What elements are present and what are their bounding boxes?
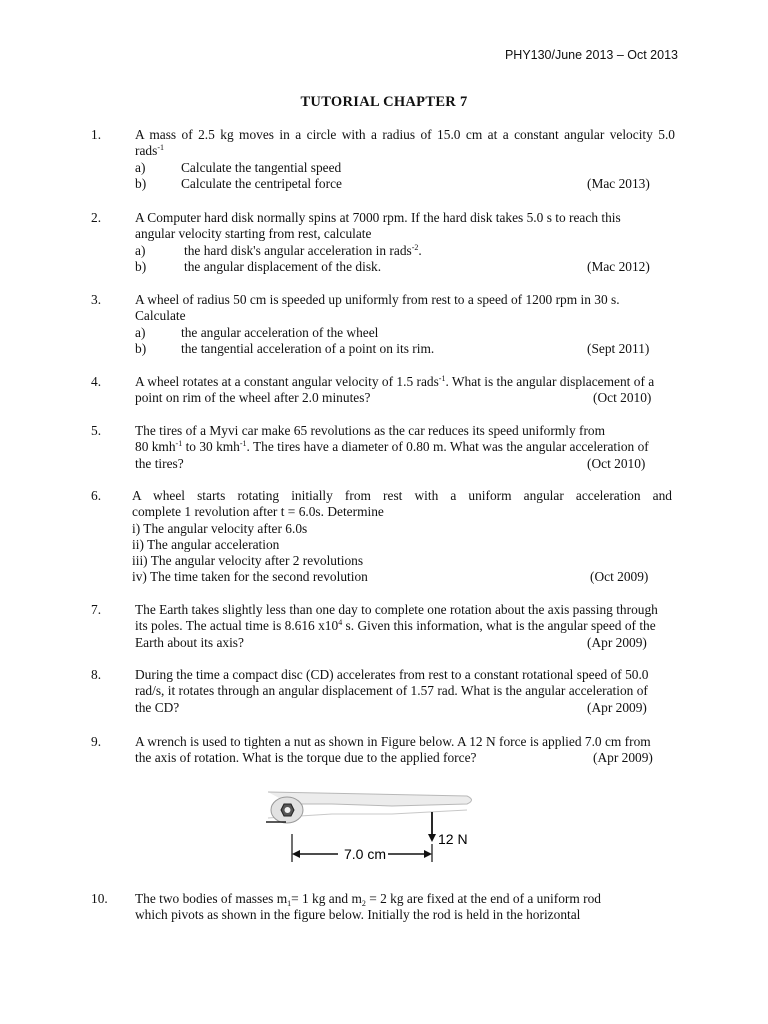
question-number: 2.	[91, 210, 102, 225]
question-text: i) The angular velocity after 6.0s	[132, 520, 308, 536]
question-part: b) the tangential acceleration of a point on its rim. (Sept 2011)	[135, 340, 650, 356]
question-part: b) Calculate the centripetal force (Mac 2013)	[135, 175, 650, 191]
question-text: rads$^{-1}$	[135, 143, 164, 159]
question-number: 3.	[91, 292, 102, 307]
exam-source: (Mac 2013)	[587, 175, 650, 191]
question-text: The two bodies of masses $m_1= 1$ kg and $m_2 = 2$ kg are fixed at the end of a uniform rod	[135, 891, 602, 908]
question-text: which pivots as shown in the figure below. Initially the rod is held in the horizontal	[135, 907, 581, 923]
question-number: 8.	[91, 667, 102, 682]
exam-source: (Oct 2010)	[587, 455, 646, 471]
question-number: 5.	[91, 423, 102, 438]
question-text: iii) The angular velocity after 2 revolutions	[132, 553, 364, 569]
question-text: point on rim of the wheel after 2.0 minutes? (Oct 2010)	[135, 390, 652, 406]
question-number: 10.	[91, 891, 108, 906]
question-text: 80 kmh$^{-1}$ to 30 kmh$^{-1}$. The tires have a diameter of 0.80 m. What was the angular acceleration of	[135, 439, 649, 455]
question-text: A wheel rotates at a constant angular velocity of 1.5 rads$^{-1}$. What is the angular displacement of a	[135, 374, 655, 389]
question-number: 7.	[91, 602, 102, 617]
question-number: 9.	[91, 734, 102, 749]
question-number: 1.	[91, 127, 102, 142]
force-arrow-head	[428, 834, 436, 842]
question-text: A wheel starts rotating initially from rest with a uniform angular acceleration and	[132, 488, 672, 503]
exam-source: (Mac 2012)	[587, 258, 650, 274]
question-text: ii) The angular acceleration	[132, 536, 280, 552]
force-label: 12 N	[438, 831, 468, 847]
question-text: its poles. The actual time is 8.616 $x10^4$ s. Given this information, what is the angular speed of the	[135, 618, 656, 634]
question-text: A mass of 2.5 kg moves in a circle with a radius of 15.0 cm at a constant angular velocity 5.0	[135, 127, 675, 142]
wrench-diagram	[262, 784, 492, 874]
question-text: complete 1 revolution after t = 6.0s. Determine	[132, 504, 384, 520]
distance-label: 7.0 cm	[344, 846, 387, 862]
question-text: A wheel of radius 50 cm is speeded up uniformly from rest to a speed of 1200 rpm in 30 s.	[135, 292, 620, 307]
question-number: 4.	[91, 374, 102, 389]
page-title: TUTORIAL CHAPTER 7	[300, 94, 468, 110]
question-part: a) the angular acceleration of the wheel	[135, 324, 379, 340]
wrench-figure	[262, 784, 492, 874]
question-part: a) the hard disk's angular acceleration in rads$^{-2}$.	[135, 242, 422, 258]
question-text: The Earth takes slightly less than one day to complete one rotation about the axis passing through	[135, 602, 658, 617]
question-text: Earth about its axis? (Apr 2009)	[135, 634, 647, 650]
course-code: PHY130/June 2013 – Oct 2013	[504, 48, 678, 62]
dimension-arrow-left	[292, 850, 300, 858]
question-text: A wrench is used to tighten a nut as shown in Figure below. A 12 N force is applied 7.0 cm from	[135, 734, 651, 749]
exam-source: (Oct 2010)	[593, 390, 652, 406]
question-text: The tires of a Myvi car make 65 revolutions as the car reduces its speed uniformly from	[135, 423, 606, 438]
question-text: angular velocity starting from rest, calculate	[135, 226, 372, 242]
question-text: Calculate	[135, 308, 186, 324]
exam-source: (Apr 2009)	[587, 634, 647, 650]
dimension-arrow-right	[424, 850, 432, 858]
exam-source: (Apr 2009)	[593, 750, 653, 766]
exam-source: (Sept 2011)	[587, 340, 650, 356]
question-text: A Computer hard disk normally spins at 7000 rpm. If the hard disk takes 5.0 s to reach this	[135, 210, 621, 225]
question-number: 6.	[91, 488, 102, 503]
question-part: b) the angular displacement of the disk. (Mac 2012)	[135, 258, 650, 274]
question-text: During the time a compact disc (CD) accelerates from rest to a constant rotational speed of 50.0	[135, 667, 649, 682]
question-part: a) Calculate the tangential speed	[135, 159, 342, 175]
question-text: the axis of rotation. What is the torque due to the applied force? (Apr 2009)	[135, 750, 653, 766]
nut-hole	[285, 807, 291, 813]
question-text: the CD? (Apr 2009)	[135, 699, 647, 715]
question-text: the tires? (Oct 2010)	[135, 455, 646, 471]
exam-source: (Oct 2009)	[590, 569, 649, 585]
question-text: rad/s, it rotates through an angular displacement of 1.57 rad. What is the angular acceleration of	[135, 683, 648, 699]
question-text: iv) The time taken for the second revolution (Oct 2009)	[132, 569, 649, 585]
exam-source: (Apr 2009)	[587, 699, 647, 715]
